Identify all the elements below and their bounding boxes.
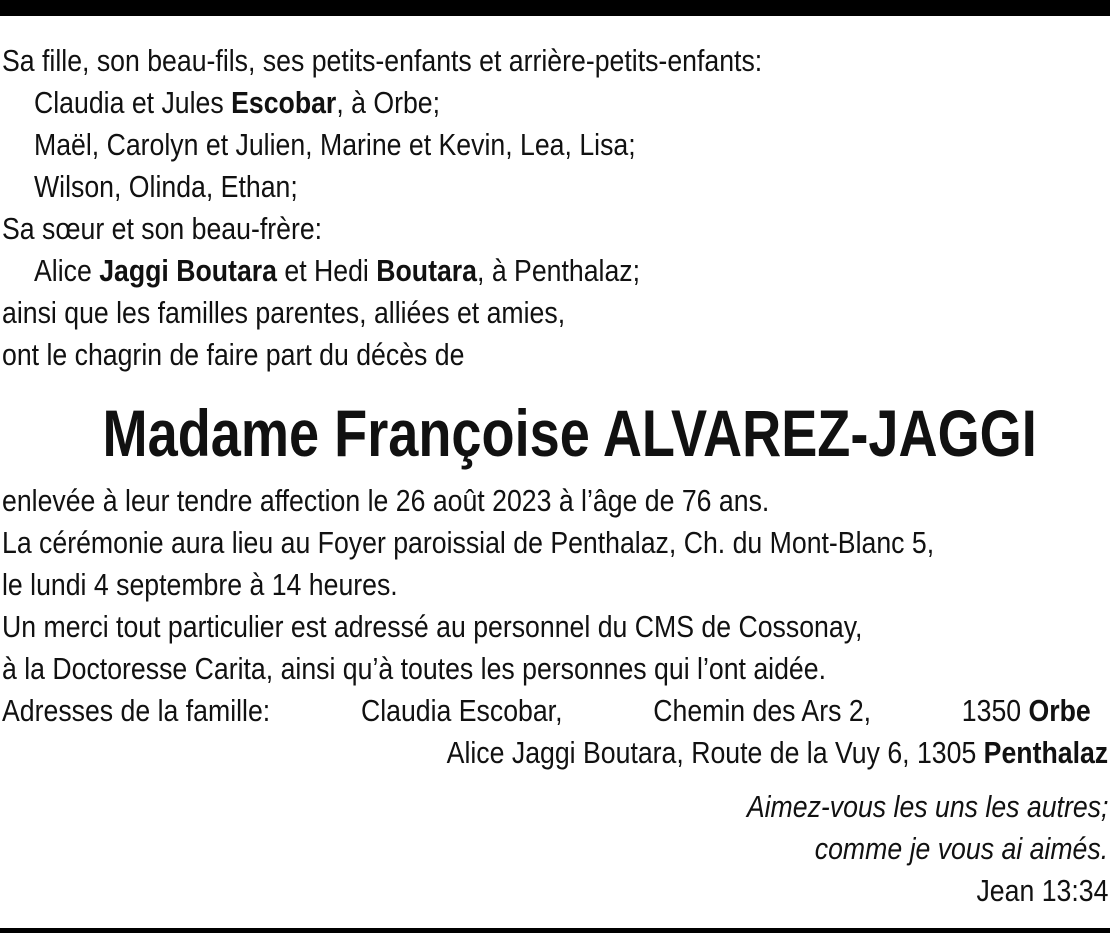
quote-line-2: comme je vous ai aimés. xyxy=(814,831,1108,866)
address-1-zip-city xyxy=(962,690,1091,732)
body-line-passed: enlevée à leur tendre affection le 26 août 2023 à l’âge de 76 ans. xyxy=(2,483,770,518)
address-1-name: Claudia Escobar, xyxy=(360,693,563,728)
text: Claudia et Jules xyxy=(34,85,232,120)
text: , à Penthalaz; xyxy=(477,253,641,288)
address-2-city: Penthalaz xyxy=(983,735,1108,770)
intro-line-families: ainsi que les familles parentes, alliées et amies, xyxy=(2,295,566,330)
quote-line-1: Aimez-vous les uns les autres; xyxy=(746,789,1108,824)
top-rule xyxy=(0,0,1110,16)
intro-line-claudia xyxy=(34,82,440,124)
intro-line-grandchildren: Maël, Carolyn et Julien, Marine et Kevin, Lea, Lisa; xyxy=(34,127,636,162)
text: Alice xyxy=(34,253,100,288)
intro-line-alice xyxy=(34,250,640,292)
address-label: Adresses de la famille: xyxy=(2,693,271,728)
body-line-ceremony: La cérémonie aura lieu au Foyer paroissial de Penthalaz, Ch. du Mont-Blanc 5, xyxy=(2,525,935,560)
intro-line-daughter: Sa fille, son beau-fils, ses petits-enfants et arrière-petits-enfants: xyxy=(2,43,763,78)
address-line-2 xyxy=(447,732,1108,774)
address-line-1 xyxy=(2,690,1091,732)
surname-jaggi-boutara: Jaggi Boutara xyxy=(99,253,277,288)
body-line-thanks: Un merci tout particulier est adressé au personnel du CMS de Cossonay, xyxy=(2,609,863,644)
text: , à Orbe; xyxy=(336,85,441,120)
intro-line-announcement: ont le chagrin de faire part du décès de xyxy=(2,337,465,372)
bottom-rule xyxy=(0,928,1110,933)
deceased-name-text: Madame Françoise ALVAREZ-JAGGI xyxy=(102,396,1037,470)
body-line-doctor: à la Doctoresse Carita, ainsi qu’à toutes les personnes qui l’ont aidée. xyxy=(2,651,826,686)
quote-reference: Jean 13:34 xyxy=(976,873,1108,908)
address-1-city: Orbe xyxy=(1028,693,1091,728)
surname-boutara: Boutara xyxy=(376,253,478,288)
address-1-street: Chemin des Ars 2, xyxy=(653,693,872,728)
body-line-date: le lundi 4 septembre à 14 heures. xyxy=(2,567,398,602)
address-1-zip: 1350 xyxy=(961,693,1022,728)
deceased-name xyxy=(0,395,1110,471)
surname-escobar: Escobar xyxy=(231,85,337,120)
text: et Hedi xyxy=(276,253,377,288)
address-2-text: Alice Jaggi Boutara, Route de la Vuy 6, 1305 xyxy=(446,735,984,770)
intro-line-great-grandchildren: Wilson, Olinda, Ethan; xyxy=(34,169,298,204)
intro-line-sister: Sa sœur et son beau-frère: xyxy=(2,211,323,246)
